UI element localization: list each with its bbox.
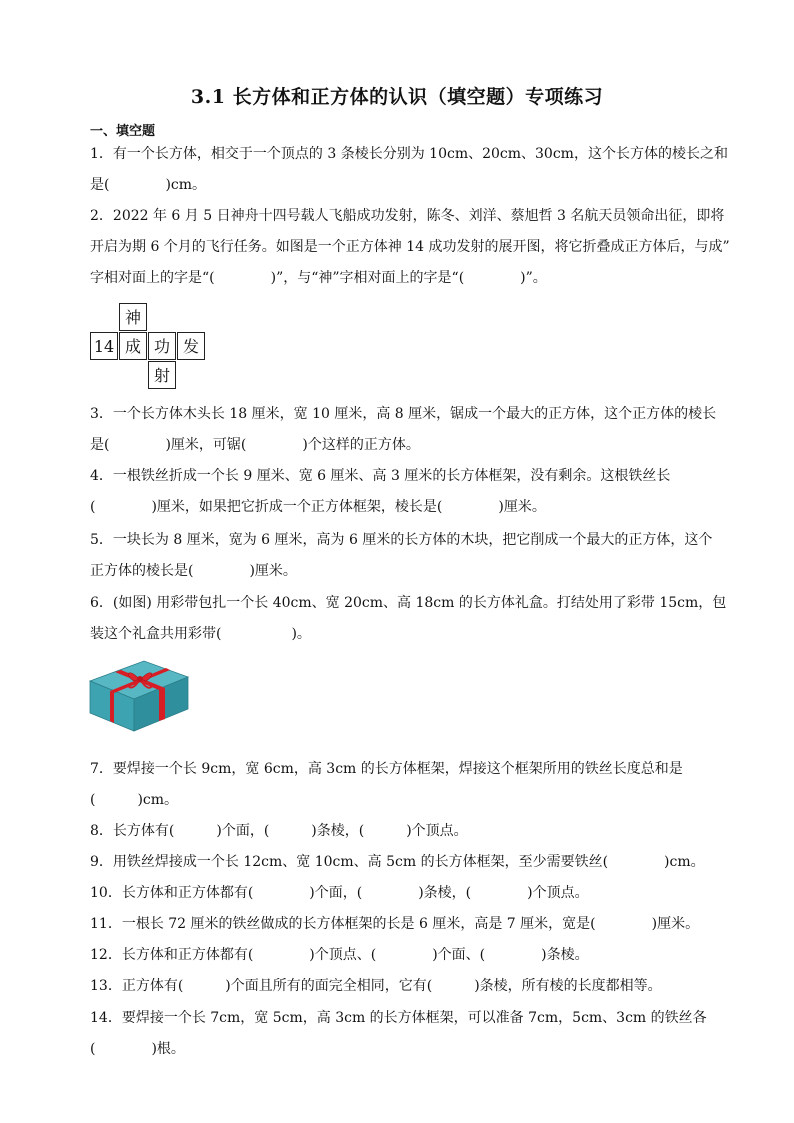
q2-line2: 开启为期 6 个月的飞行任务。如图是一个正方体神 14 成功发射的展开图，将它折叠成正方体后，与成” <box>90 239 730 255</box>
net-cell-she: 射 <box>148 361 176 389</box>
q3-line1: 3．一个长方体木头长 18 厘米，宽 10 厘米，高 8 厘米，锯成一个最大的正方体，这个正方体的棱长 <box>90 406 717 422</box>
q4-line1: 4．一根铁丝折成一个长 9 厘米、宽 6 厘米、高 3 厘米的长方体框架，没有剩余。这根铁丝长 <box>90 468 671 484</box>
net-cell-14: 14 <box>90 332 118 360</box>
page-title: 3.1 长方体和正方体的认识（填空题）专项练习 <box>190 86 604 108</box>
q11-line: 11．一根长 72 厘米的铁丝做成的长方体框架的长是 6 厘米，高是 7 厘米，宽是( )厘米。 <box>90 916 700 932</box>
q7-line2: ( )cm。 <box>90 792 179 808</box>
q5-line2: 正方体的棱长是( )厘米。 <box>90 563 297 579</box>
net-cell-cheng: 成 <box>119 332 147 360</box>
q1-line2: 是( )cm。 <box>90 177 207 193</box>
q6-line1: 6．(如图) 用彩带包扎一个长 40cm、宽 20cm、高 18cm 的长方体礼盒。打结处用了彩带 15cm，包 <box>90 595 727 611</box>
q4-line2: ( )厘米，如果把它折成一个正方体框架，棱长是( )厘米。 <box>90 499 546 515</box>
q7-line1: 7．要焊接一个长 9cm，宽 6cm，高 3cm 的长方体框架，焊接这个框架所用的铁丝长度总和是 <box>90 761 683 777</box>
q14-line1: 14．要焊接一个长 7cm，宽 5cm，高 3cm 的长方体框架，可以准备 7cm，5cm、3cm 的铁丝各 <box>90 1010 707 1026</box>
q8-line: 8．长方体有( )个面，( )条棱，( )个顶点。 <box>90 823 468 839</box>
q14-line2: ( )根。 <box>90 1041 185 1057</box>
q3-line2: 是( )厘米，可锯( )个这样的正方体。 <box>90 437 420 453</box>
q13-line: 13．正方体有( )个面且所有的面完全相同，它有( )条棱，所有棱的长度都相等。 <box>90 978 662 994</box>
section-heading: 一、填空题 <box>90 124 156 139</box>
net-cell-fa: 发 <box>177 332 205 360</box>
net-cell-gong: 功 <box>148 332 176 360</box>
q5-line1: 5．一块长为 8 厘米，宽为 6 厘米，高为 6 厘米的长方体的木块，把它削成一个最大的正方体，这个 <box>90 532 713 548</box>
q6-line2: 装这个礼盒共用彩带( )。 <box>90 626 311 642</box>
q1-line1: 1．有一个长方体，相交于一个顶点的 3 条棱长分别为 10cm、20cm、30cm，这个长方体的棱长之和 <box>90 146 728 162</box>
gift-box-illustration <box>88 655 190 737</box>
q2-line3: 字相对面上的字是“( )”，与“神”字相对面上的字是“( )”。 <box>90 270 547 286</box>
q2-line1: 2．2022 年 6 月 5 日神舟十四号载人飞船成功发射，陈冬、刘洋、蔡旭哲 3 名航天员领命出征，即将 <box>90 208 725 224</box>
net-cell-shen: 神 <box>119 303 147 331</box>
q9-line: 9．用铁丝焊接成一个长 12cm、宽 10cm、高 5cm 的长方体框架，至少需要铁丝( )cm。 <box>90 854 705 870</box>
q12-line: 12．长方体和正方体都有( )个顶点、( )个面、( )条棱。 <box>90 947 589 963</box>
q10-line: 10．长方体和正方体都有( )个面，( )条棱，( )个顶点。 <box>90 885 589 901</box>
